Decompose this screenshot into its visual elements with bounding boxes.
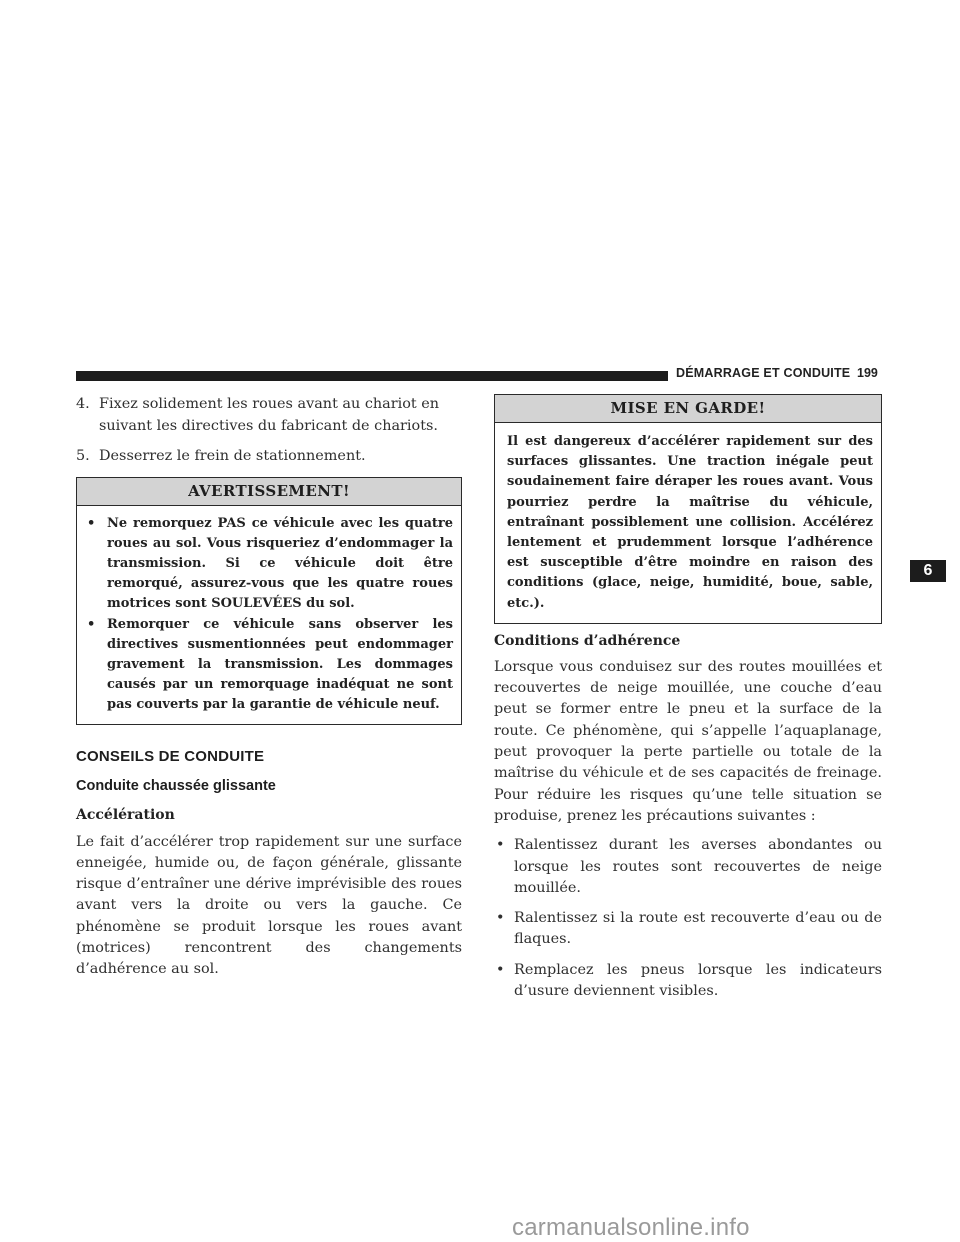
caution-box bbox=[494, 394, 882, 624]
watermark: carmanualsonline.info bbox=[512, 1214, 750, 1241]
subsection-title: Conduite chaussée glissante bbox=[76, 777, 276, 794]
step-item bbox=[76, 446, 462, 468]
section-title: CONSEILS DE CONDUITE bbox=[76, 747, 265, 765]
step-item bbox=[76, 394, 462, 437]
body-paragraph: Le fait d’accélérer trop rapidement sur une surface enneigée, humide ou, de façon générale, glissante risque d’entraîner une dérive imprévisible des roues avant vers la droite ou vers la gauche. Ce phénomène se produit lorsque les roues avant (motrices) rencontrent des changements d’adhérence au sol. bbox=[76, 833, 462, 978]
bullet-icon: • bbox=[496, 837, 505, 854]
precaution-list bbox=[494, 835, 882, 1002]
bullet-icon: • bbox=[496, 961, 505, 978]
running-header-section: DÉMARRAGE ET CONDUITE bbox=[676, 366, 851, 380]
bullet-icon: • bbox=[496, 910, 505, 927]
warning-bullet-text: Remorquer ce véhicule sans observer les directives susmentionnées peut endommager gravement la transmission. Les dommages causés par un remorquage inadéquat ne sont pas couverts par la garantie de véhicule neuf. bbox=[107, 616, 453, 713]
step-text: Fixez solidement les roues avant au chariot en suivant les directives du fabricant de chariots. bbox=[99, 396, 440, 434]
caution-body bbox=[495, 423, 881, 623]
warning-bullet-text: Ne remorquez PAS ce véhicule avec les quatre roues au sol. Vous risqueriez d’endommager la transmission. Si ce véhicule doit être remorqué, assurez-vous que les quatre roues motrices sont SOULEVÉES du sol. bbox=[107, 515, 453, 612]
warning-bullet bbox=[85, 514, 453, 615]
warning-body bbox=[77, 506, 461, 724]
step-number: 4. bbox=[76, 396, 90, 412]
right-column bbox=[494, 394, 882, 1002]
page-number: 199 bbox=[857, 366, 878, 380]
bullet-icon: • bbox=[87, 616, 96, 632]
list-item bbox=[494, 835, 882, 899]
warning-box bbox=[76, 477, 462, 725]
list-item-text: Ralentissez si la route est recouverte d’eau ou de flaques. bbox=[514, 910, 882, 948]
warning-bullets bbox=[85, 514, 453, 716]
minor-title: Conditions d’adhérence bbox=[494, 632, 681, 649]
step-number: 5. bbox=[76, 448, 90, 464]
warning-bullet bbox=[85, 615, 453, 716]
list-item bbox=[494, 908, 882, 951]
list-item-text: Ralentissez durant les averses abondantes ou lorsque les routes sont recouvertes de neige mouillée. bbox=[514, 837, 882, 896]
minor-title: Accélération bbox=[76, 806, 175, 823]
chapter-tab[interactable]: 6 bbox=[910, 560, 946, 582]
warning-title: AVERTISSEMENT! bbox=[77, 478, 461, 506]
left-column bbox=[76, 394, 462, 981]
caution-text: Il est dangereux d’accélérer rapidement sur des surfaces glissantes. Une traction inégale peut soudainement faire déraper les roues avant. Vous pourriez perdre la maîtrise du véhicule, entraînant possiblement une collision. Accélérez lentement et prudemment lorsque l’adhérence est susceptible d’être moindre en raison des conditions (glace, neige, humidité, boue, sable, etc.). bbox=[507, 434, 873, 611]
body-paragraph: Lorsque vous conduisez sur des routes mouillées et recouvertes de neige mouillée, une couche d’eau peut se former entre le pneu et la surface de la route. Ce phénomène, qui s’appelle l’aquaplanage, peut provoquer la perte partielle ou totale de la maîtrise du véhicule et de ses capacités de freinage. Pour réduire les risques qu’une telle situation se produise, prenez les précautions suivantes : bbox=[494, 658, 882, 824]
list-item bbox=[494, 960, 882, 1003]
list-item-text: Remplacez les pneus lorsque les indicateurs d’usure deviennent visibles. bbox=[514, 961, 882, 999]
header-rule bbox=[76, 371, 668, 381]
bullet-icon: • bbox=[87, 515, 96, 531]
step-text: Desserrez le frein de stationnement. bbox=[99, 448, 366, 464]
caution-title: MISE EN GARDE! bbox=[495, 395, 881, 423]
